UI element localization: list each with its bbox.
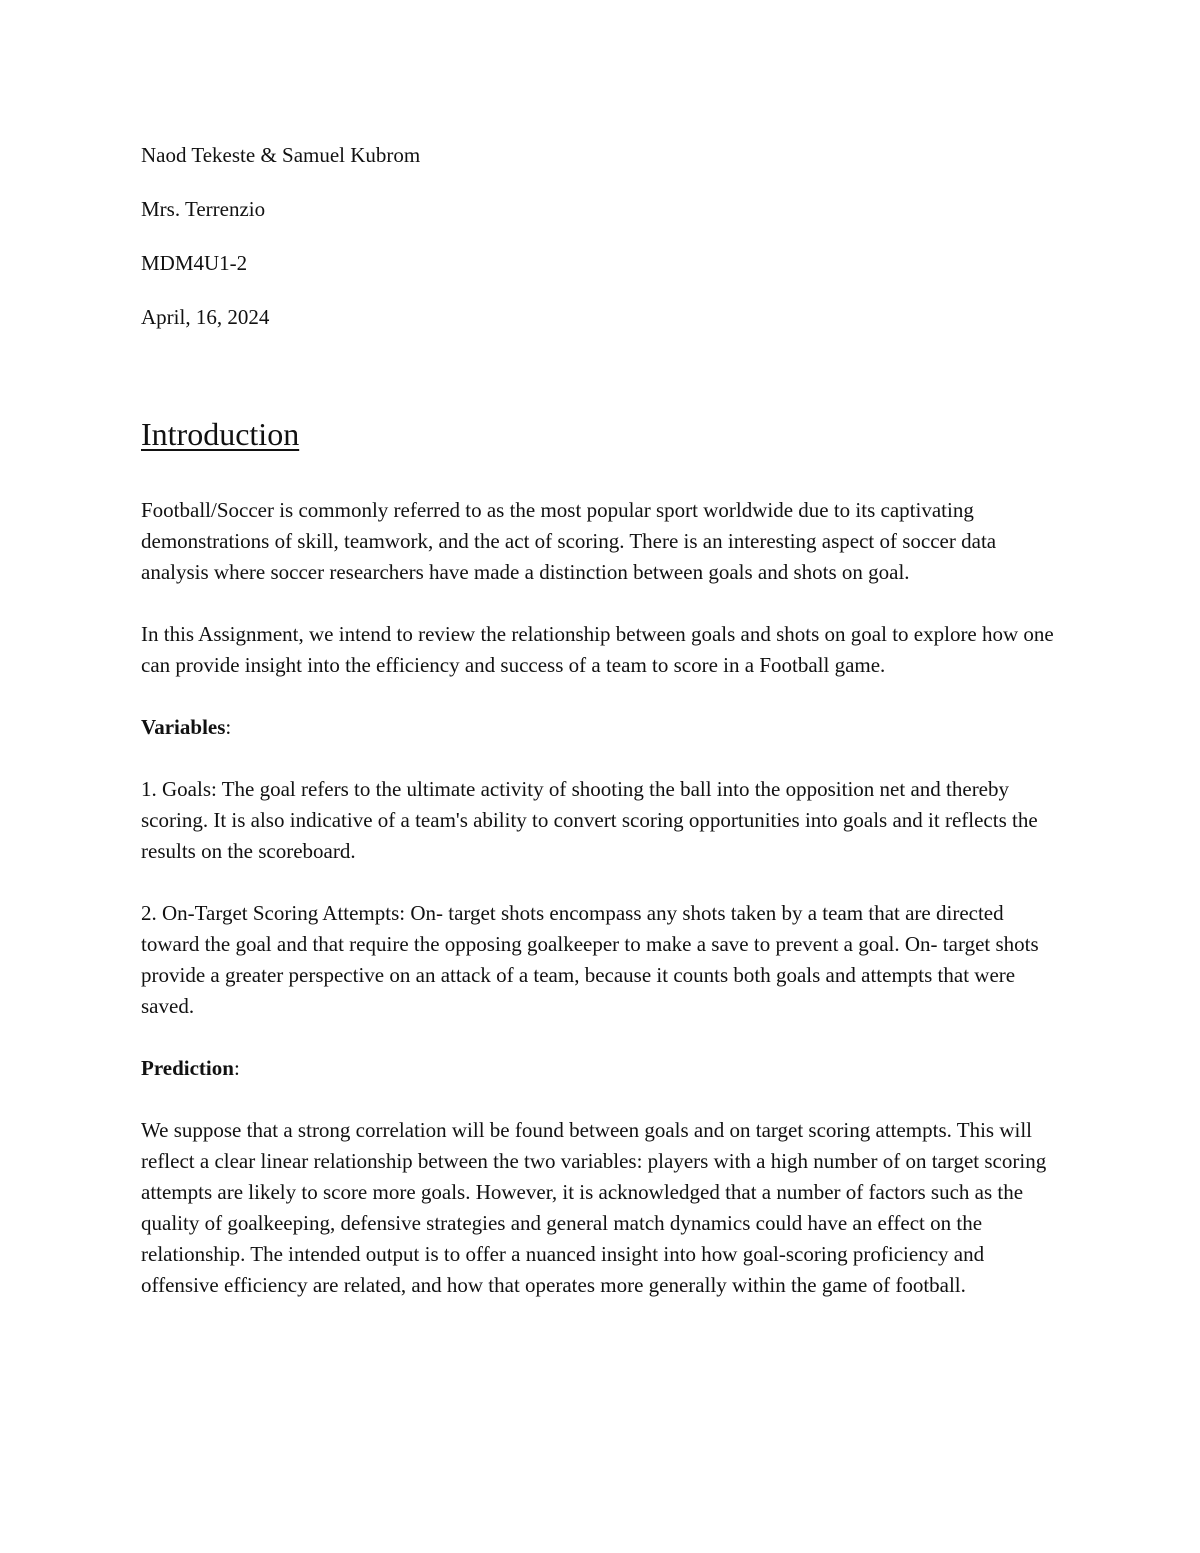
teacher-line: Mrs. Terrenzio — [141, 197, 266, 221]
variable-item-on-target: 2. On-Target Scoring Attempts: On- target shots encompass any shots taken by a team that are directed toward the goal and that require the opposing goalkeeper to make a save to prevent a goal. On- target shots provide a greater perspective on an attack of a team, because it counts both goals and attempts that were saved. — [141, 901, 1039, 1018]
variables-heading-label: Variables — [141, 715, 226, 739]
date-line: April, 16, 2024 — [141, 305, 270, 329]
intro-paragraph-1: Football/Soccer is commonly referred to as the most popular sport worldwide due to its captivating demonstrations of skill, teamwork, and the act of scoring. There is an interesting aspect of soccer data analysis where soccer researchers have made a distinction between goals and shots on goal. — [141, 498, 997, 584]
variables-heading — [141, 712, 1066, 743]
prediction-heading-colon: : — [233, 1056, 240, 1080]
introduction-title: Introduction — [141, 416, 300, 452]
prediction-heading-label: Prediction — [141, 1056, 234, 1080]
intro-paragraph-2: In this Assignment, we intend to review the relationship between goals and shots on goal to explore how one can provide insight into the efficiency and success of a team to score in a Football game. — [141, 622, 1054, 677]
prediction-heading — [141, 1053, 1066, 1084]
variables-heading-colon: : — [225, 715, 232, 739]
variable-item-goals: 1. Goals: The goal refers to the ultimate activity of shooting the ball into the opposition net and thereby scoring. It is also indicative of a team's ability to convert scoring opportunities into goals and it reflects the results on the scoreboard. — [141, 777, 1038, 863]
prediction-paragraph: We suppose that a strong correlation will be found between goals and on target scoring attempts. This will reflect a clear linear relationship between the two variables: players with a high number of on target scoring attempts are likely to score more goals. However, it is acknowledged that a number of factors such as the quality of goalkeeping, defensive strategies and general match dynamics could have an effect on the relationship. The intended output is to offer a nuanced insight into how goal-scoring proficiency and offensive efficiency are related, and how that operates more generally within the game of football. — [141, 1118, 1047, 1297]
authors-line: Naod Tekeste & Samuel Kubrom — [141, 143, 421, 167]
document-body — [141, 140, 1066, 1332]
header-block — [141, 140, 1066, 333]
course-line: MDM4U1-2 — [141, 251, 248, 275]
